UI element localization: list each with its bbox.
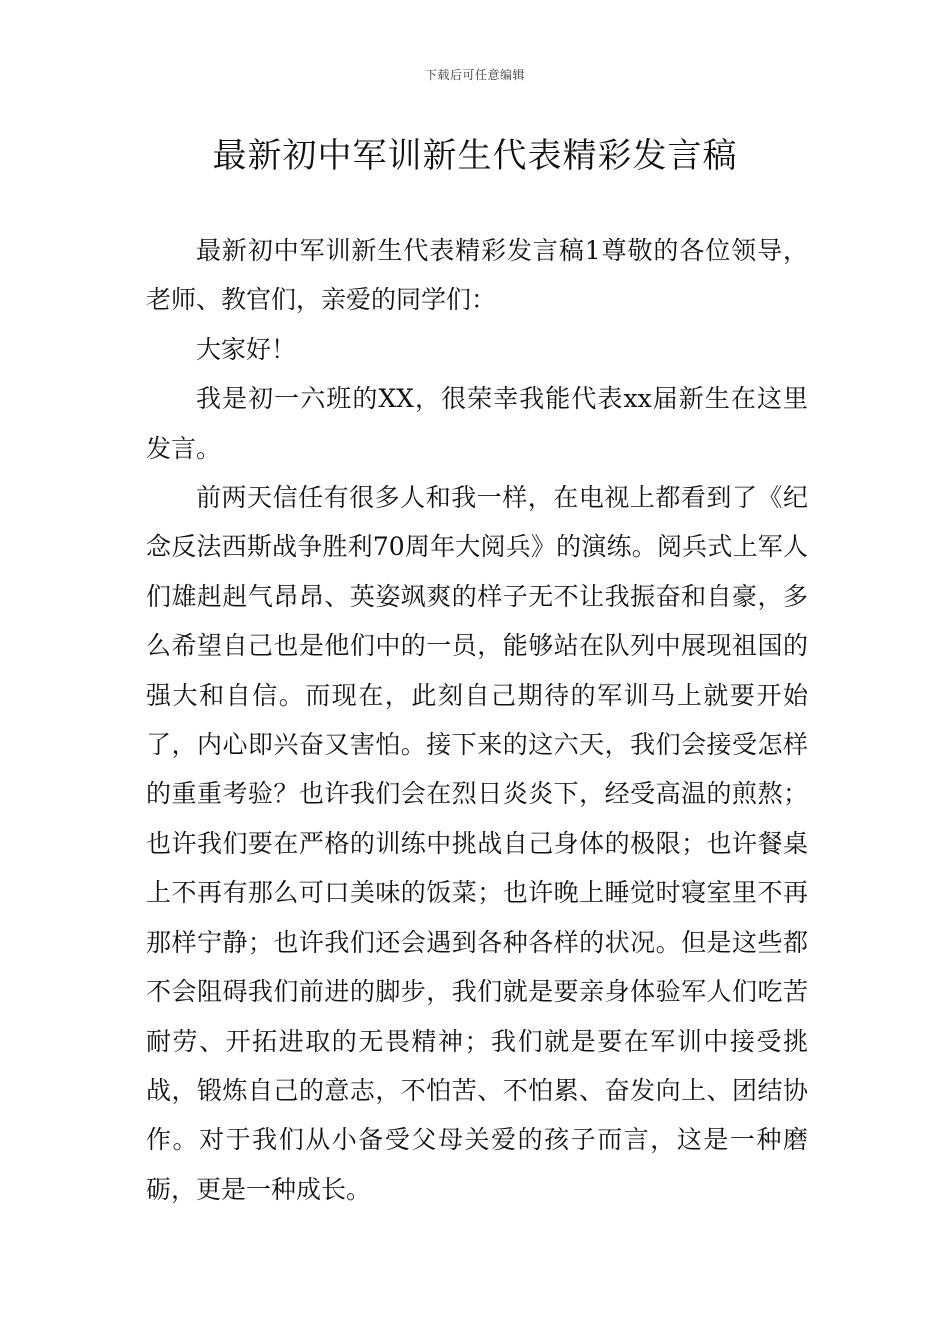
paragraph-hello: 大家好！ [196, 334, 297, 364]
paragraph-greeting-line: 最新初中军训新生代表精彩发言稿1尊敬的各位领导，老师、教官们，亲爱的同学们： [146, 236, 808, 315]
paragraph-main-speech: 前两天信任有很多人和我一样，在电视上都看到了《纪念反法西斯战争胜利70周年大阅兵》的演练。阅兵式上军人们雄赳赳气昂昂、英姿飒爽的样子无不让我振奋和自豪，多么希望自己也是他们中的一员，能够站在队列中展现祖国的强大和自信。而现在，此刻自己期待的军训马上就要开始了，内心即兴奋又害怕。接下来的这六天，我们会接受怎样的重重考验？也许我们会在烈日炎炎下，经受高温的煎熬；也许我们要在严格的训练中挑战自己身体的极限；也许餐桌上不再有那么可口美味的饭菜；也许晚上睡觉时寝室里不再那样宁静；也许我们还会遇到各种各样的状况。但是这些都不会阻碍我们前进的脚步，我们就是要亲身体验军人们吃苦耐劳、开拓进取的无畏精神；我们就是要在军训中接受挑战，锻炼自己的意志，不怕苦、不怕累、奋发向上、团结协作。对于我们从小备受父母关爱的孩子而言，这是一种磨砺，更是一种成长。 [146, 483, 808, 1204]
paragraph-introduction: 我是初一六班的XX，很荣幸我能代表xx届新生在这里发言。 [146, 384, 808, 463]
header-note: 下载后可任意编辑 [424, 68, 525, 82]
document-body [146, 226, 808, 1214]
document-title: 最新初中军训新生代表精彩发言稿 [212, 136, 738, 176]
